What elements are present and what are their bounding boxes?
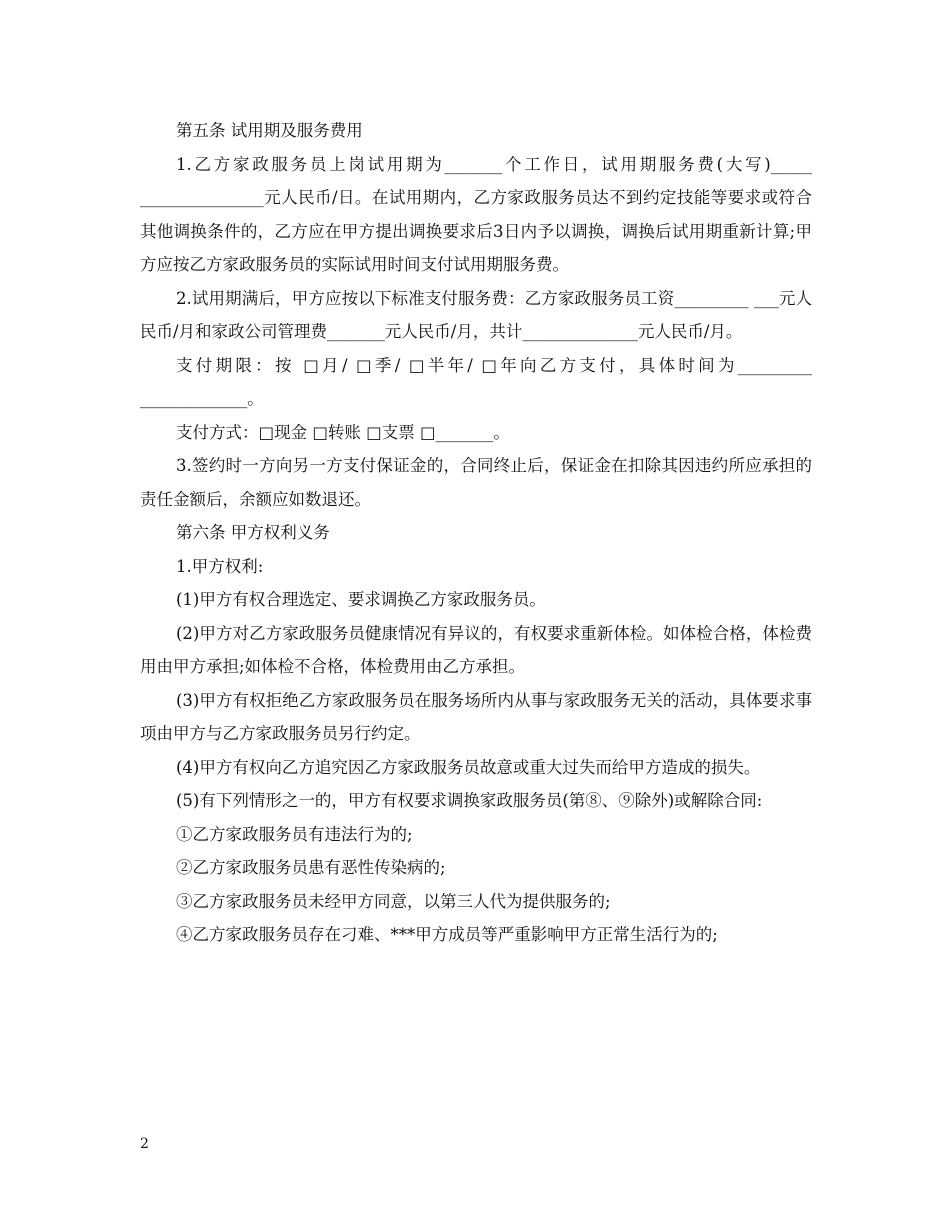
page-number: 2 (140, 1136, 149, 1152)
list-item: ③乙方家政服务员未经甲方同意，以第三人代为提供服务的; (176, 891, 611, 911)
paragraph-trial-period: 1.乙方家政服务员上岗试用期为_______个工作日，试用期服务费(大写)_____ _______________元人民币/日。在试用期内，乙方家政服务员达不到约定技能等要求或符合其他调换条件的，乙方应在甲方提出调换要求后3日内予以调换，调换后试用期重新计算;甲方应按乙方家政服务员的实际试用时间支付试用期服务费。 (140, 154, 812, 274)
list-item: (5)有下列情形之一的，甲方有权要求调换家政服务员(第⑧、⑨除外)或解除合同: (176, 791, 763, 810)
section-heading-6: 第六条 甲方权利义务 (176, 523, 330, 542)
list-item: (2)甲方对乙方家政服务员健康情况有异议的，有权要求重新体检。如体检合格，体检费用由甲方承担;如体检不合格，体检费用由乙方承担。 (140, 623, 812, 676)
document-body (140, 114, 812, 952)
paragraph-service-fee: 2.试用期满后，甲方应按以下标准支付服务费：乙方家政服务员工资_________ ___元人民币/月和家政公司管理费_______元人民币/月，共计______________元人民币/月。 (140, 288, 812, 341)
list-item: (3)甲方有权拒绝乙方家政服务员在服务场所内从事与家政服务无关的活动，具体要求事项由甲方与乙方家政服务员另行约定。 (140, 690, 812, 743)
paragraph-party-a-rights: 1.甲方权利: (176, 556, 264, 576)
paragraph-payment-method: 支付方式：□现金 □转账 □支票 □_______。 (176, 422, 510, 442)
section-heading-5: 第五条 试用期及服务费用 (176, 121, 363, 140)
paragraph-deposit: 3.签约时一方向另一方支付保证金的，合同终止后，保证金在扣除其因违约所应承担的责任金额后，余额应如数退还。 (140, 456, 812, 509)
paragraph-payment-period: 支付期限：按 □月/ □季/ □半年/ □年向乙方支付，具体时间为_________ _____________。 (140, 355, 812, 408)
list-item: ①乙方家政服务员有违法行为的; (176, 824, 413, 844)
list-item: ②乙方家政服务员患有恶性传染病的; (176, 858, 446, 877)
list-item: (1)甲方有权合理选定、要求调换乙方家政服务员。 (176, 590, 546, 609)
list-item: (4)甲方有权向乙方追究因乙方家政服务员故意或重大过失而给甲方造成的损失。 (176, 757, 761, 777)
list-item: ④乙方家政服务员存在刁难、***甲方成员等严重影响甲方正常生活行为的; (176, 925, 718, 944)
